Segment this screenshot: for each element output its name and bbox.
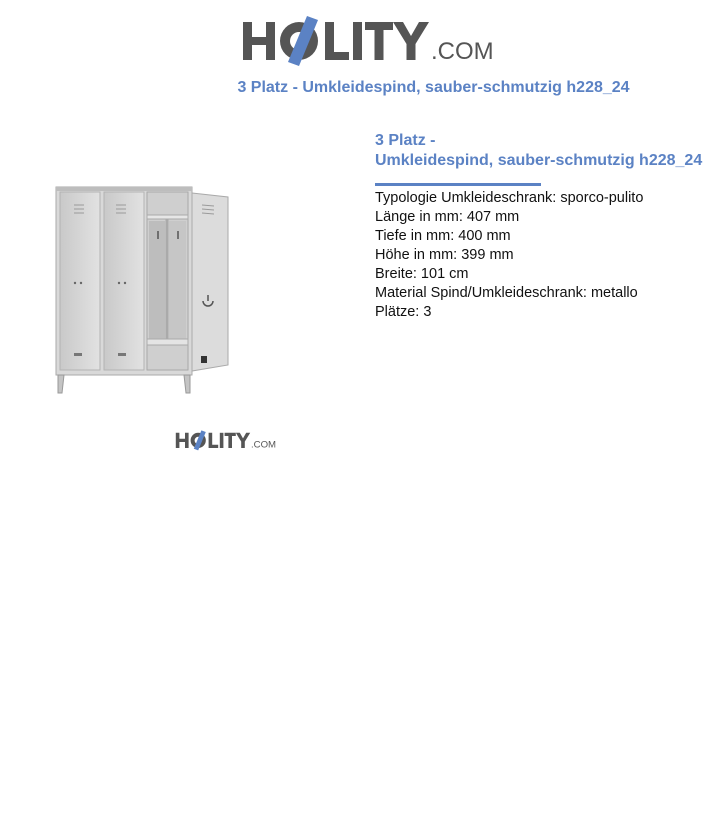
holity-logo-graphic — [241, 10, 494, 70]
product-title-line1: 3 Platz - — [375, 132, 436, 149]
logo-suffix: .COM — [431, 38, 494, 65]
product-title — [375, 131, 720, 171]
title-underline — [375, 183, 541, 186]
product-details — [375, 131, 720, 322]
spec-item: Material Spind/Umkleideschrank: metallo — [375, 285, 638, 301]
spec-item: Plätze: 3 — [375, 304, 432, 320]
spec-item: Typologie Umkleideschrank: sporco-pulito — [375, 190, 644, 206]
product-title-line2: Umkleidespind, sauber-schmutzig h228_24 — [375, 152, 703, 169]
page-title: 3 Platz - Umkleidespind, sauber-schmutzig h228_24 — [237, 79, 630, 96]
spec-item: Länge in mm: 407 mm — [375, 209, 520, 225]
spec-item: Höhe in mm: 399 mm — [375, 247, 514, 263]
spec-item: Tiefe in mm: 400 mm — [375, 228, 511, 244]
product-image — [50, 183, 240, 398]
spec-list — [375, 189, 720, 322]
locker-icon — [50, 183, 240, 398]
holity-logo[interactable] — [241, 10, 494, 70]
holity-logo-small-graphic — [175, 427, 277, 453]
spec-item: Breite: 101 cm — [375, 266, 469, 282]
holity-logo-small[interactable] — [175, 427, 277, 453]
logo-small-suffix: .COM — [251, 439, 277, 451]
